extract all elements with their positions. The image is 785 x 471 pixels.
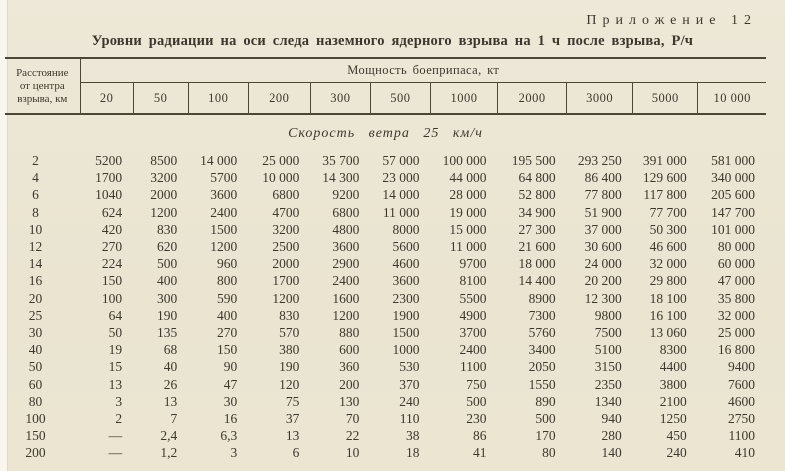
value-cell: 400 <box>217 307 238 323</box>
value-cell: 3 <box>115 393 123 409</box>
value-cell: 1,2 <box>160 445 178 461</box>
value-cell: 50 <box>108 324 123 340</box>
value-cell: 170 <box>535 428 556 444</box>
value-cell: 570 <box>279 324 300 340</box>
table-row <box>5 375 766 392</box>
value-cell: 35 800 <box>717 290 755 306</box>
value-cell: 46 600 <box>649 239 687 255</box>
value-cell: 11 000 <box>382 204 420 220</box>
value-cell: 2900 <box>332 256 360 272</box>
value-cell: 8900 <box>528 290 556 306</box>
value-cell: 1100 <box>728 428 755 444</box>
value-cell: 1200 <box>332 307 360 323</box>
col-header-kt-200: 200 <box>248 83 310 115</box>
value-cell: 30 600 <box>584 239 622 255</box>
value-cell: 18 100 <box>649 290 687 306</box>
value-cell: 340 000 <box>711 170 755 186</box>
col-header-kt-50: 50 <box>133 83 188 115</box>
value-cell: 1500 <box>210 221 238 237</box>
value-cell: 77 800 <box>584 187 622 203</box>
value-cell: 24 000 <box>584 256 622 272</box>
value-cell: 90 <box>223 359 238 375</box>
value-cell: 8500 <box>150 153 178 169</box>
value-cell: 410 <box>734 445 755 461</box>
value-cell: 28 000 <box>449 187 487 203</box>
table-row <box>5 427 766 444</box>
distance-cell: 8 <box>32 204 39 220</box>
value-cell: 7300 <box>528 307 556 323</box>
distance-cell: 150 <box>25 428 46 444</box>
appendix-label: Приложение 12 <box>586 13 757 28</box>
table-row <box>5 307 766 324</box>
distance-cell: 30 <box>28 324 43 340</box>
value-cell: 47 <box>223 376 238 392</box>
value-cell: 14 400 <box>518 273 556 289</box>
value-cell: 40 <box>163 359 178 375</box>
value-cell: 68 <box>163 342 178 358</box>
value-cell: 37 000 <box>584 221 622 237</box>
table-row <box>5 255 766 272</box>
value-cell: 300 <box>156 290 178 306</box>
distance-cell: 50 <box>28 359 43 375</box>
value-cell: 110 <box>399 410 420 426</box>
col-header-kt-3000: 3000 <box>567 83 633 115</box>
table-row <box>5 290 766 307</box>
value-cell: 5600 <box>392 239 420 255</box>
value-cell: 8000 <box>392 221 420 237</box>
value-cell: 2 <box>115 410 123 426</box>
value-cell: 100 000 <box>442 153 487 169</box>
table-row <box>5 324 766 341</box>
value-cell: 21 600 <box>518 239 556 255</box>
value-cell: 624 <box>101 204 123 220</box>
value-cell: 620 <box>156 239 178 255</box>
value-cell: 30 <box>223 393 238 409</box>
value-cell: 7600 <box>728 376 755 392</box>
value-cell: 1600 <box>332 290 360 306</box>
page-title: Уровни радиации на оси следа наземного ядерного взрыва на 1 ч после взрыва, Р/ч <box>91 33 694 49</box>
value-cell: 16 800 <box>717 342 755 358</box>
value-cell: 4600 <box>728 393 755 409</box>
value-cell: 140 <box>601 445 622 461</box>
value-cell: 14 000 <box>382 187 420 203</box>
value-cell: 10 <box>345 445 360 461</box>
table-row <box>5 393 766 410</box>
value-cell: 1200 <box>210 239 238 255</box>
distance-cell: 4 <box>32 170 39 186</box>
col-header-kt-100: 100 <box>188 83 248 115</box>
value-cell: 3200 <box>272 221 300 237</box>
value-cell: 5500 <box>459 290 487 306</box>
value-cell: 530 <box>399 359 420 375</box>
value-cell: 9700 <box>459 256 487 272</box>
value-cell: 13 060 <box>649 324 687 340</box>
value-cell: 8100 <box>459 273 487 289</box>
value-cell: 2400 <box>210 204 238 220</box>
col-header-kt-300: 300 <box>310 83 370 115</box>
value-cell: 80 <box>542 445 556 461</box>
col-header-kt-20: 20 <box>80 83 133 115</box>
value-cell: 52 800 <box>518 187 556 203</box>
value-cell: 370 <box>399 376 420 392</box>
value-cell: 32 000 <box>717 307 755 323</box>
value-cell: 5760 <box>528 324 556 340</box>
column-headers-row <box>5 83 766 115</box>
value-cell: 1200 <box>272 290 300 306</box>
value-cell: 37 <box>285 410 300 426</box>
value-cell: 800 <box>217 273 238 289</box>
value-cell: 34 900 <box>518 204 556 220</box>
value-cell: 3600 <box>392 273 420 289</box>
value-cell: 240 <box>666 445 687 461</box>
value-cell: 5700 <box>210 170 238 186</box>
value-cell: 70 <box>345 410 360 426</box>
value-cell: 2,4 <box>160 428 178 444</box>
value-cell: 3 <box>230 445 238 461</box>
value-cell: 100 <box>101 290 123 306</box>
value-cell: 4700 <box>272 204 300 220</box>
col-header-kt-2000: 2000 <box>498 83 567 115</box>
value-cell: 190 <box>279 359 300 375</box>
value-cell: 8300 <box>659 342 687 358</box>
value-cell: 3600 <box>210 187 238 203</box>
row-header-line: Расстояние <box>16 67 69 79</box>
value-cell: 13 <box>108 376 123 392</box>
table-row <box>5 238 766 255</box>
value-cell: 86 400 <box>584 170 622 186</box>
value-cell: 4400 <box>659 359 687 375</box>
value-cell: 120 <box>279 376 300 392</box>
table-row <box>5 169 766 186</box>
value-cell: 5200 <box>95 153 123 169</box>
value-cell: 14 300 <box>322 170 360 186</box>
table-row <box>5 221 766 238</box>
value-cell: 280 <box>601 428 622 444</box>
value-cell: 19 000 <box>449 204 487 220</box>
value-cell: 11 000 <box>449 239 487 255</box>
value-cell: 240 <box>399 393 420 409</box>
value-cell: 960 <box>217 256 238 272</box>
value-cell: 25 000 <box>262 153 300 169</box>
value-cell: 32 000 <box>649 256 687 272</box>
distance-cell: 14 <box>28 256 43 272</box>
table-row <box>5 444 766 461</box>
value-cell: 380 <box>279 342 300 358</box>
value-cell: 6 <box>292 445 300 461</box>
value-cell: 19 <box>108 342 123 358</box>
value-cell: 3150 <box>594 359 622 375</box>
value-cell: 293 250 <box>577 153 622 169</box>
value-cell: 2050 <box>528 359 556 375</box>
value-cell: 1100 <box>460 359 487 375</box>
value-cell: 270 <box>217 324 238 340</box>
value-cell: 14 000 <box>200 153 238 169</box>
distance-cell: 200 <box>25 445 46 461</box>
value-cell: 150 <box>217 342 238 358</box>
value-cell: 500 <box>466 393 487 409</box>
value-cell: 420 <box>101 221 123 237</box>
value-cell: 450 <box>666 428 687 444</box>
value-cell: 500 <box>535 410 556 426</box>
value-cell: 16 100 <box>649 307 687 323</box>
value-cell: 15 000 <box>449 221 487 237</box>
value-cell: 1200 <box>150 204 178 220</box>
distance-cell: 25 <box>28 307 43 323</box>
value-cell: 1700 <box>95 170 123 186</box>
value-cell: 1550 <box>528 376 556 392</box>
value-cell: 2400 <box>459 342 487 358</box>
value-cell: 86 <box>473 428 487 444</box>
value-cell: 1500 <box>392 324 420 340</box>
wind-speed-note: Скорость ветра 25 км/ч <box>288 126 483 141</box>
distance-cell: 12 <box>28 239 43 255</box>
table-row <box>5 152 766 169</box>
value-cell: 1250 <box>659 410 687 426</box>
value-cell: 6,3 <box>220 428 238 444</box>
value-cell: 47 000 <box>717 273 755 289</box>
value-cell: 830 <box>279 307 300 323</box>
value-cell: 25 000 <box>717 324 755 340</box>
value-cell: 7 <box>170 410 178 426</box>
value-cell: 129 600 <box>642 170 687 186</box>
value-cell: 230 <box>466 410 487 426</box>
col-header-kt-1000: 1000 <box>430 83 497 115</box>
distance-cell: 100 <box>25 410 46 426</box>
value-cell: 190 <box>156 307 178 323</box>
value-cell: 9800 <box>594 307 622 323</box>
table-row <box>5 410 766 427</box>
col-header-kt-10000: 10 000 <box>698 83 766 115</box>
value-cell: 64 <box>108 307 123 323</box>
value-cell: 1340 <box>594 393 622 409</box>
value-cell: 391 000 <box>642 153 687 169</box>
value-cell: 35 700 <box>322 153 360 169</box>
col-header-kt-5000: 5000 <box>633 83 698 115</box>
value-cell: 38 <box>405 428 420 444</box>
value-cell: 750 <box>466 376 487 392</box>
value-cell: 200 <box>339 376 360 392</box>
group-header-row <box>5 58 766 83</box>
value-cell: 15 <box>108 359 123 375</box>
value-cell: 101 000 <box>711 221 755 237</box>
value-cell: 940 <box>601 410 622 426</box>
value-cell: 2100 <box>659 393 687 409</box>
value-cell: 50 300 <box>649 221 687 237</box>
value-cell: 3200 <box>150 170 178 186</box>
value-cell: 500 <box>156 256 178 272</box>
value-cell: 4800 <box>332 221 360 237</box>
column-group-header-yield: Мощность боеприпаса, кт <box>80 58 766 83</box>
value-cell: 1900 <box>392 307 420 323</box>
value-cell: 80 000 <box>717 239 755 255</box>
value-cell: — <box>108 445 123 461</box>
value-cell: 880 <box>339 324 360 340</box>
value-cell: 3700 <box>459 324 487 340</box>
value-cell: 77 700 <box>649 204 687 220</box>
value-cell: 400 <box>156 273 178 289</box>
row-header-line: от центра <box>19 80 65 92</box>
value-cell: 13 <box>163 393 178 409</box>
value-cell: 6800 <box>272 187 300 203</box>
distance-cell: 2 <box>32 153 39 169</box>
value-cell: 64 800 <box>518 170 556 186</box>
distance-cell: 40 <box>28 342 43 358</box>
value-cell: 16 <box>223 410 238 426</box>
value-cell: 130 <box>339 393 360 409</box>
distance-cell: 20 <box>28 290 43 306</box>
value-cell: 13 <box>285 428 300 444</box>
value-cell: 205 600 <box>711 187 755 203</box>
value-cell: 7500 <box>594 324 622 340</box>
value-cell: 75 <box>285 393 300 409</box>
subtitle-row <box>5 114 766 152</box>
value-cell: 1040 <box>95 187 123 203</box>
table-row <box>5 358 766 375</box>
value-cell: 2350 <box>594 376 622 392</box>
value-cell: 27 300 <box>518 221 556 237</box>
value-cell: 3600 <box>332 239 360 255</box>
value-cell: 135 <box>156 324 178 340</box>
value-cell: 2500 <box>272 239 300 255</box>
value-cell: 2400 <box>332 273 360 289</box>
value-cell: 29 800 <box>649 273 687 289</box>
distance-cell: 16 <box>28 273 43 289</box>
value-cell: 830 <box>156 221 178 237</box>
value-cell: 26 <box>163 376 178 392</box>
value-cell: 590 <box>217 290 238 306</box>
distance-cell: 60 <box>28 376 43 392</box>
value-cell: 2000 <box>150 187 178 203</box>
value-cell: 117 800 <box>643 187 687 203</box>
value-cell: 3400 <box>528 342 556 358</box>
value-cell: 4600 <box>392 256 420 272</box>
value-cell: 150 <box>101 273 123 289</box>
distance-cell: 6 <box>32 187 39 203</box>
value-cell: 44 000 <box>449 170 487 186</box>
value-cell: 360 <box>339 359 360 375</box>
table-row <box>5 204 766 221</box>
value-cell: 581 000 <box>711 153 755 169</box>
value-cell: 6800 <box>332 204 360 220</box>
value-cell: 1000 <box>392 342 420 358</box>
row-header-line: взрыва, км <box>17 93 68 105</box>
col-header-kt-500: 500 <box>370 83 430 115</box>
value-cell: 195 500 <box>511 153 556 169</box>
value-cell: 270 <box>101 239 123 255</box>
value-cell: — <box>108 428 123 444</box>
distance-cell: 10 <box>28 221 43 237</box>
value-cell: 1700 <box>272 273 300 289</box>
value-cell: 41 <box>473 445 487 461</box>
value-cell: 18 <box>405 445 420 461</box>
value-cell: 4900 <box>459 307 487 323</box>
value-cell: 224 <box>101 256 123 272</box>
table-row <box>5 341 766 358</box>
value-cell: 9400 <box>728 359 755 375</box>
value-cell: 18 000 <box>518 256 556 272</box>
value-cell: 12 300 <box>584 290 622 306</box>
value-cell: 10 000 <box>262 170 300 186</box>
value-cell: 600 <box>339 342 360 358</box>
radiation-levels-table <box>5 57 766 461</box>
value-cell: 890 <box>535 393 556 409</box>
value-cell: 9200 <box>332 187 360 203</box>
value-cell: 2750 <box>728 410 755 426</box>
table-row <box>5 186 766 203</box>
value-cell: 23 000 <box>382 170 420 186</box>
value-cell: 51 900 <box>584 204 622 220</box>
value-cell: 20 200 <box>584 273 622 289</box>
value-cell: 5100 <box>594 342 622 358</box>
row-header-distance <box>5 58 80 114</box>
value-cell: 147 700 <box>711 204 755 220</box>
value-cell: 3800 <box>659 376 687 392</box>
value-cell: 57 000 <box>382 153 420 169</box>
table-row <box>5 272 766 289</box>
value-cell: 2000 <box>272 256 300 272</box>
value-cell: 60 000 <box>717 256 755 272</box>
distance-cell: 80 <box>28 393 43 409</box>
value-cell: 22 <box>345 428 360 444</box>
value-cell: 2300 <box>392 290 420 306</box>
